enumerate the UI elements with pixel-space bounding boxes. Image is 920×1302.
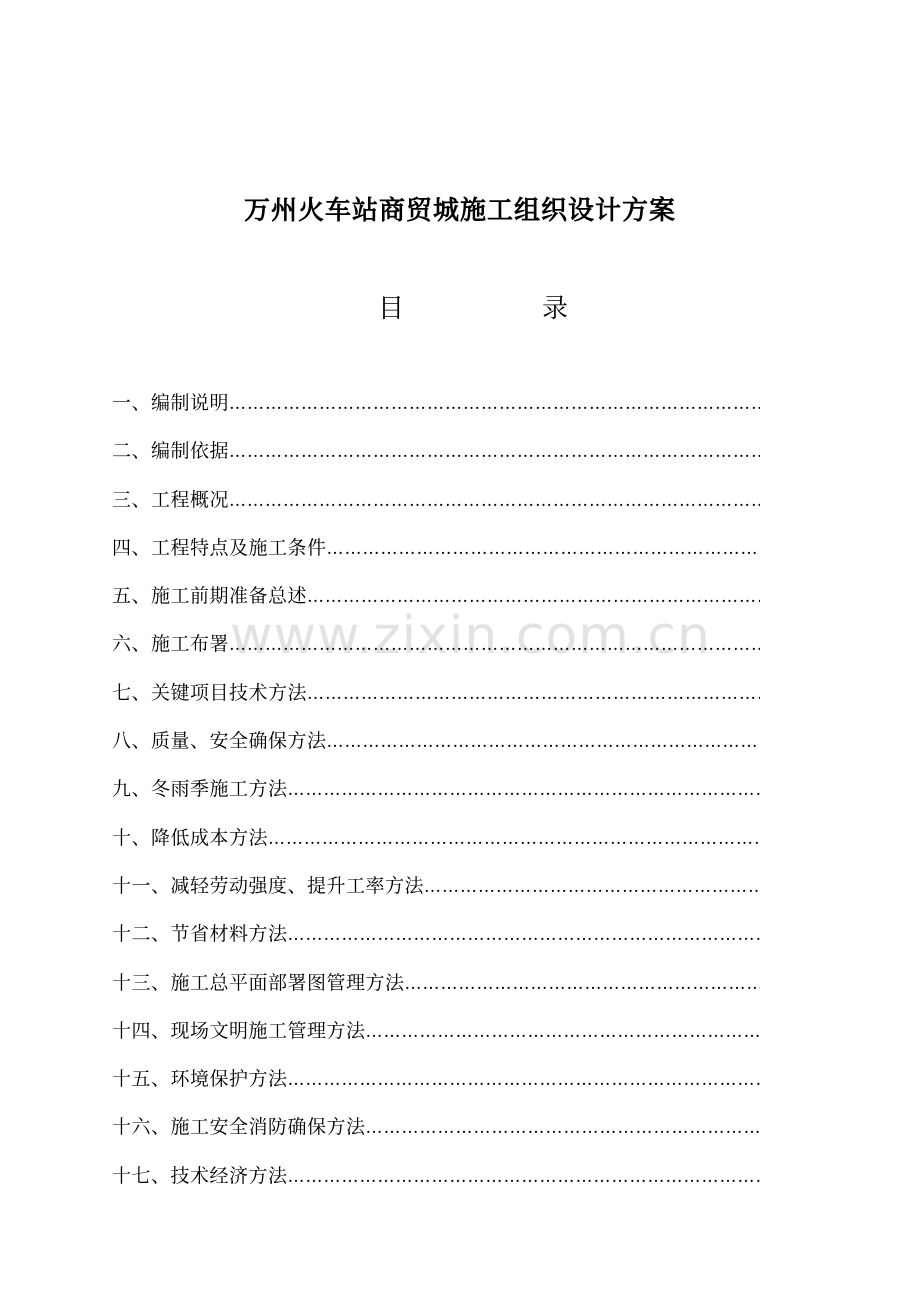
toc-leader-dots <box>424 870 760 904</box>
toc-leader-dots <box>229 628 760 662</box>
toc-item-label: 一、编制说明 <box>112 392 230 414</box>
toc-item-label: 十五、环境保护方法 <box>112 1068 288 1091</box>
toc-heading-right: 录 <box>542 294 569 324</box>
toc-item-label: 三、工程概况 <box>112 488 230 511</box>
toc-item-label: 七、关键项目技术方法 <box>112 681 308 704</box>
toc-item-label: 十四、现场文明施工管理方法 <box>112 1019 366 1042</box>
toc-leader-dots <box>405 967 760 1001</box>
toc-leader-dots <box>229 484 760 518</box>
toc-item-label: 八、质量、安全确保方法 <box>112 730 327 753</box>
toc-list <box>112 386 760 1207</box>
toc-leader-dots <box>288 1063 760 1097</box>
toc-leader-dots <box>229 435 760 469</box>
toc-leader-dots <box>366 1111 760 1145</box>
toc-item-label: 十、降低成本方法 <box>112 826 269 849</box>
toc-item-label: 六、施工布署 <box>112 633 230 656</box>
toc-item-label: 九、冬雨季施工方法 <box>112 778 288 801</box>
toc-item-label: 十三、施工总平面部署图管理方法 <box>112 971 405 994</box>
toc-heading <box>0 288 920 328</box>
toc-item[interactable] <box>112 579 760 627</box>
toc-item[interactable] <box>112 1110 760 1158</box>
toc-item[interactable] <box>112 1062 760 1110</box>
toc-item-label: 十七、技术经济方法 <box>112 1164 288 1187</box>
toc-leader-dots <box>288 1160 760 1194</box>
toc-item[interactable] <box>112 483 760 531</box>
toc-heading-left: 目 <box>378 294 405 324</box>
toc-leader-dots <box>268 822 760 856</box>
toc-item[interactable] <box>112 386 760 434</box>
document-title: 万州火车站商贸城施工组织设计方案 <box>243 196 676 226</box>
toc-leader-dots <box>327 532 760 566</box>
toc-item-label: 十二、节省材料方法 <box>112 923 288 946</box>
toc-leader-dots <box>307 580 760 614</box>
toc-leader-dots <box>229 387 760 421</box>
toc-item[interactable] <box>112 531 760 579</box>
toc-item[interactable] <box>112 966 760 1014</box>
toc-item[interactable] <box>112 772 760 820</box>
toc-item-label: 五、施工前期准备总述 <box>112 585 308 608</box>
toc-leader-dots <box>288 918 760 952</box>
toc-item[interactable] <box>112 1159 760 1207</box>
toc-item[interactable] <box>112 917 760 965</box>
toc-item[interactable] <box>112 1014 760 1062</box>
toc-item-label: 二、编制依据 <box>112 440 230 463</box>
toc-leader-dots <box>307 677 760 711</box>
toc-item[interactable] <box>112 724 760 772</box>
toc-item-label: 四、工程特点及施工条件 <box>112 536 327 559</box>
toc-item[interactable] <box>112 676 760 724</box>
toc-item-label: 十一、减轻劳动强度、提升工率方法 <box>112 874 425 897</box>
toc-item[interactable] <box>112 627 760 675</box>
toc-item-label: 十六、施工安全消防确保方法 <box>112 1116 366 1139</box>
toc-item[interactable] <box>112 869 760 917</box>
toc-leader-dots <box>366 1015 760 1049</box>
toc-item[interactable] <box>112 821 760 869</box>
toc-leader-dots <box>288 773 760 807</box>
watermark: www.zixin.com.cn <box>230 606 711 666</box>
toc-leader-dots <box>327 725 760 759</box>
toc-item[interactable] <box>112 434 760 482</box>
